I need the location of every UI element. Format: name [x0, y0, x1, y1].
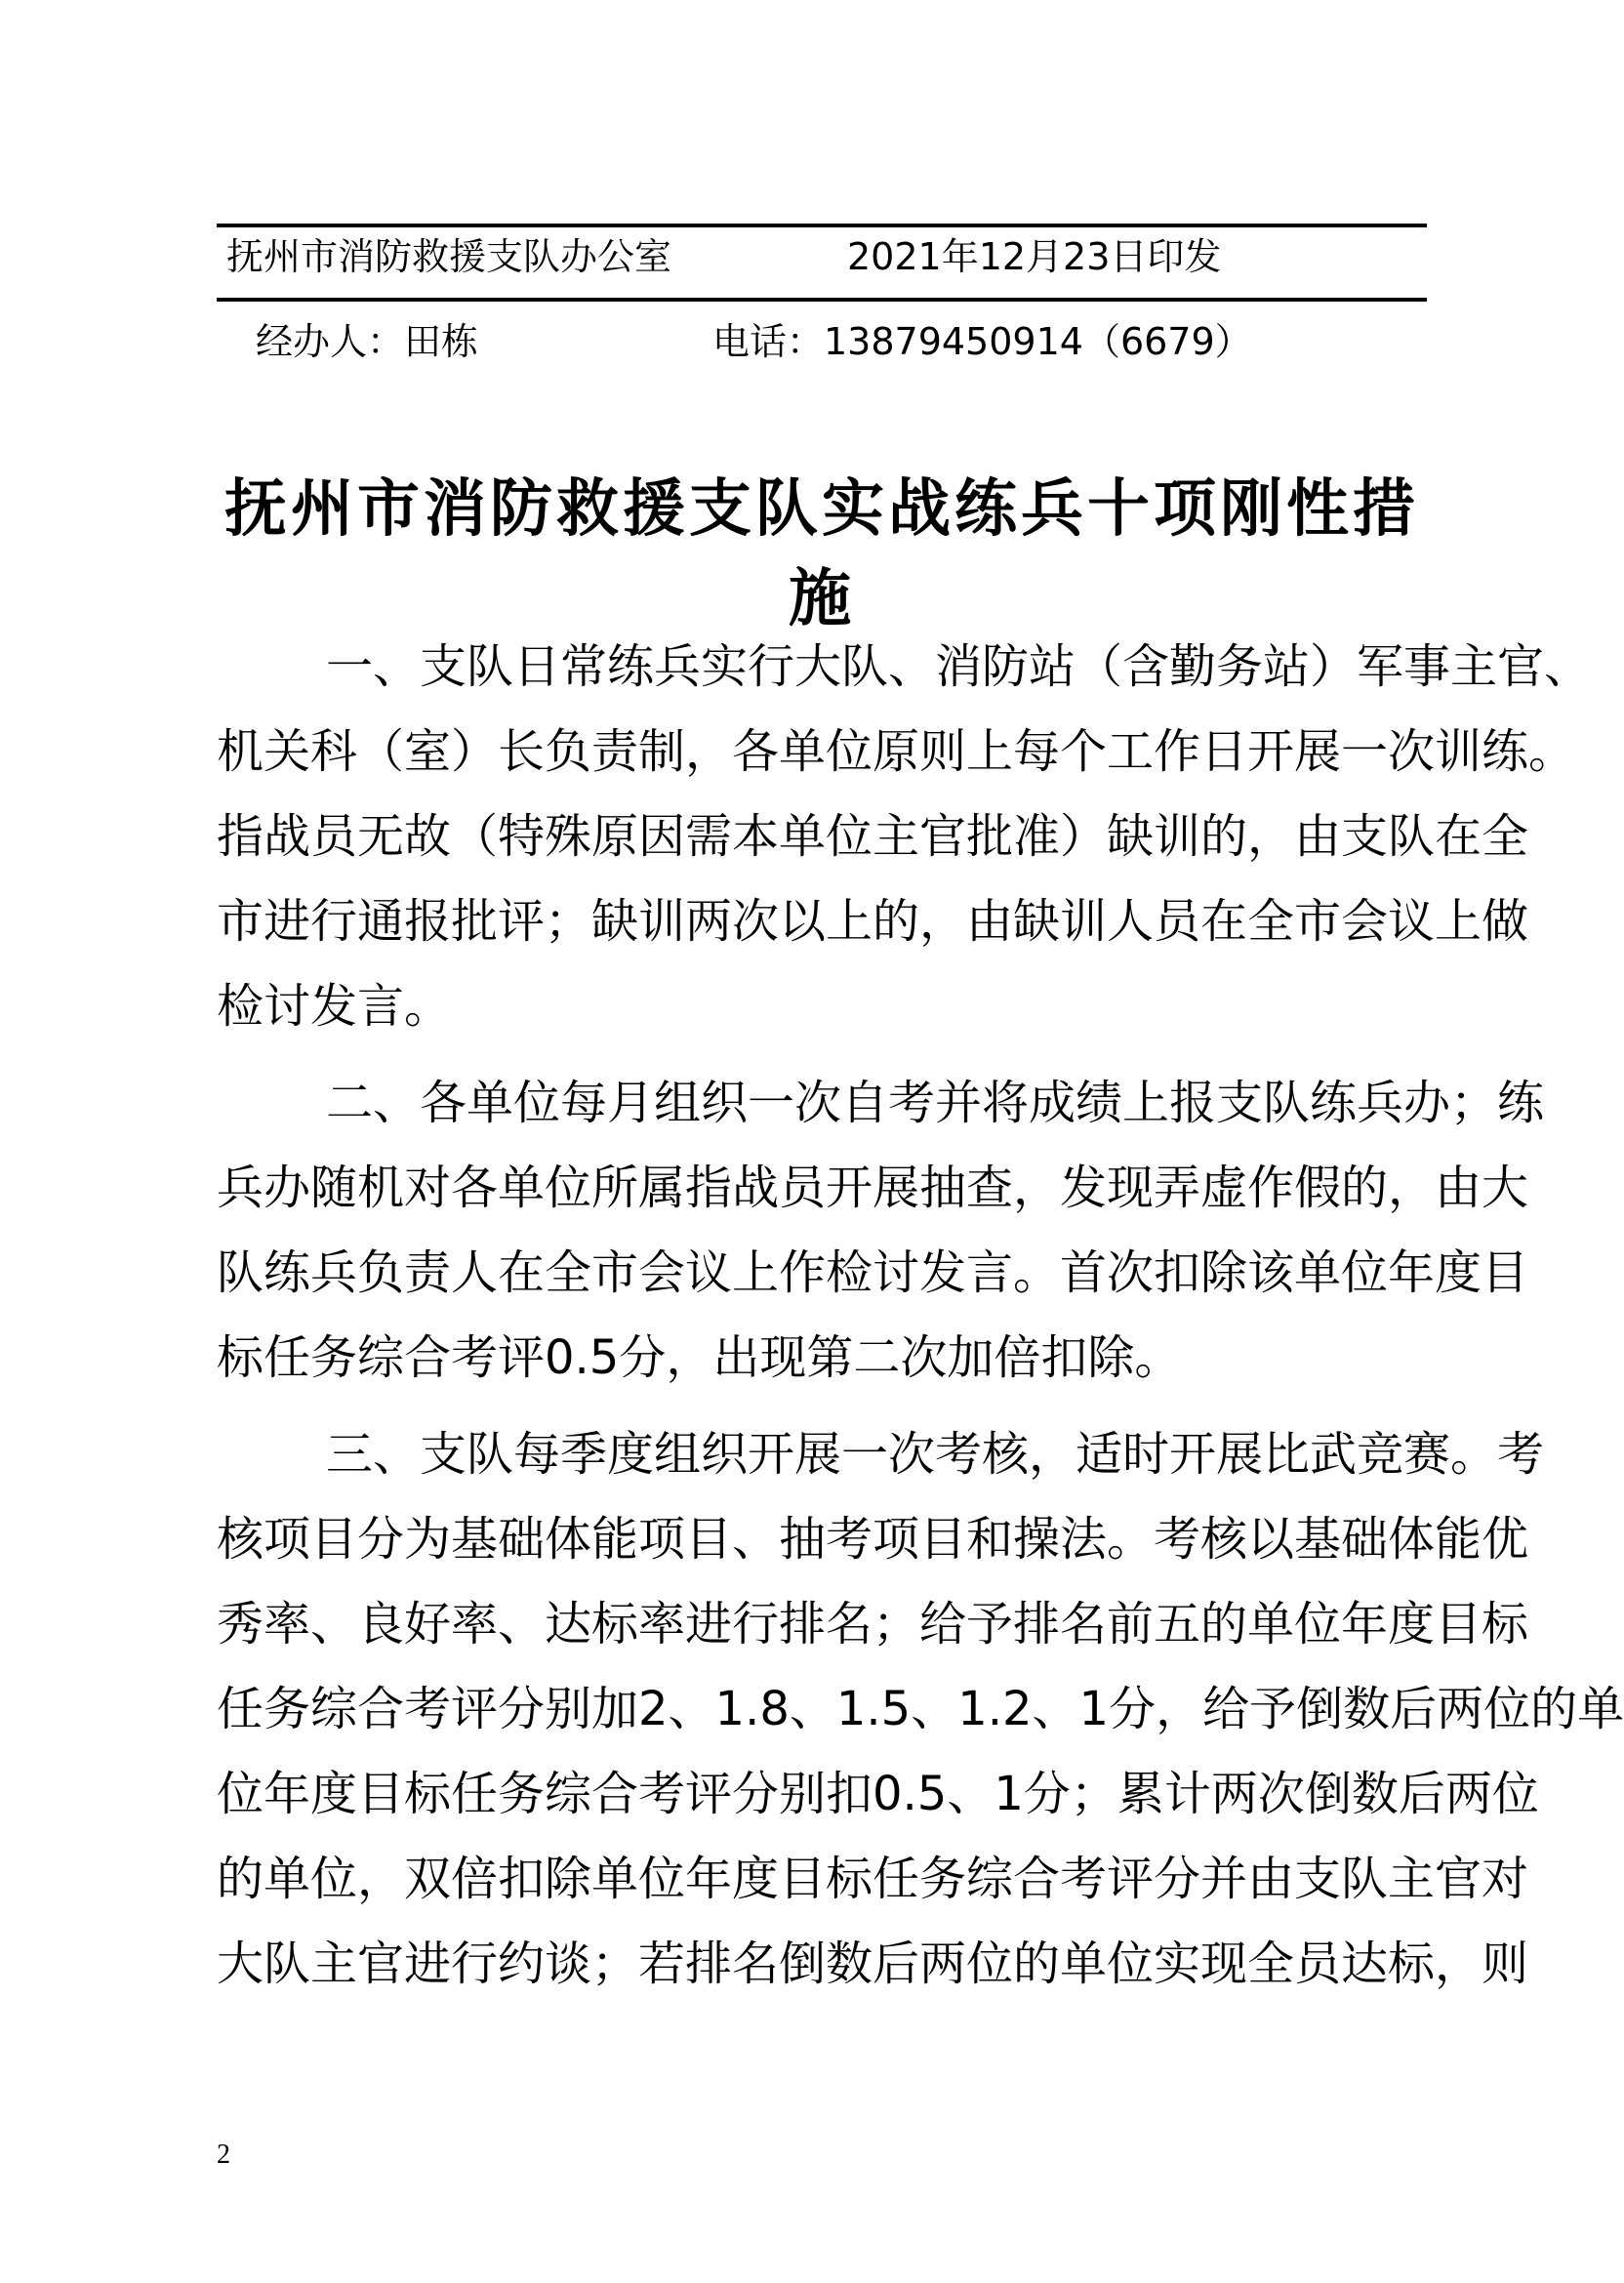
paragraph-line: 兵办随机对各单位所属指战员开展抽查，发现弄虚作假的，由大 [217, 1161, 1529, 1215]
page-number: 2 [217, 2140, 230, 2170]
paragraph [217, 1412, 1624, 2007]
paragraph-line: 三、支队每季度组织开展一次考核，适时开展比武竞赛。考 [326, 1427, 1545, 1482]
paragraph [217, 625, 1592, 1049]
paragraph-line: 核项目分为基础体能项目、抽考项目和操法。考核以基础体能优 [217, 1512, 1529, 1567]
issue-date: 2021年12月23日印发 [847, 235, 1222, 278]
issuer: 抚州市消防救援支队办公室 [226, 235, 672, 278]
paragraph-line: 市进行通报批评；缺训两次以上的，由缺训人员在全市会议上做 [217, 894, 1529, 949]
document-body [217, 625, 1624, 2018]
paragraph-line: 二、各单位每月组织一次自考并将成绩上报支队练兵办；练 [326, 1076, 1545, 1130]
paragraph-line: 机关科（室）长负责制，各单位原则上每个工作日开展一次训练。 [217, 724, 1576, 779]
paragraph-line: 任务综合考评分别加2、1.8、1.5、1.2、1分，给予倒数后两位的单 [217, 1682, 1624, 1736]
header-bottom-rule [217, 298, 1427, 302]
header-top-rule [217, 224, 1427, 227]
document-title: 抚州市消防救援支队实战练兵十项刚性措施 [224, 473, 1419, 635]
paragraph-line: 队练兵负责人在全市会议上作检讨发言。首次扣除该单位年度目 [217, 1245, 1529, 1300]
paragraph-line: 大队主官进行约谈；若排名倒数后两位的单位实现全员达标，则 [217, 1936, 1529, 1991]
paragraph-line: 检讨发言。 [217, 979, 452, 1034]
paragraph-line: 秀率、良好率、达标率进行排名；给予排名前五的单位年度目标 [217, 1597, 1529, 1651]
handler: 经办人：田栋 [256, 320, 479, 363]
paragraph-line: 一、支队日常练兵实行大队、消防站（含勤务站）军事主官、 [326, 639, 1592, 694]
paragraph-line: 标任务综合考评0.5分，出现第二次加倍扣除。 [217, 1330, 1182, 1385]
paragraph-line: 指战员无故（特殊原因需本单位主官批准）缺训的，由支队在全 [217, 809, 1529, 864]
phone: 电话：13879450914（6679） [712, 320, 1252, 363]
paragraph-line: 的单位，双倍扣除单位年度目标任务综合考评分并由支队主官对 [217, 1852, 1529, 1906]
paragraph-line: 位年度目标任务综合考评分别扣0.5、1分；累计两次倒数后两位 [217, 1767, 1539, 1821]
paragraph [217, 1061, 1545, 1401]
